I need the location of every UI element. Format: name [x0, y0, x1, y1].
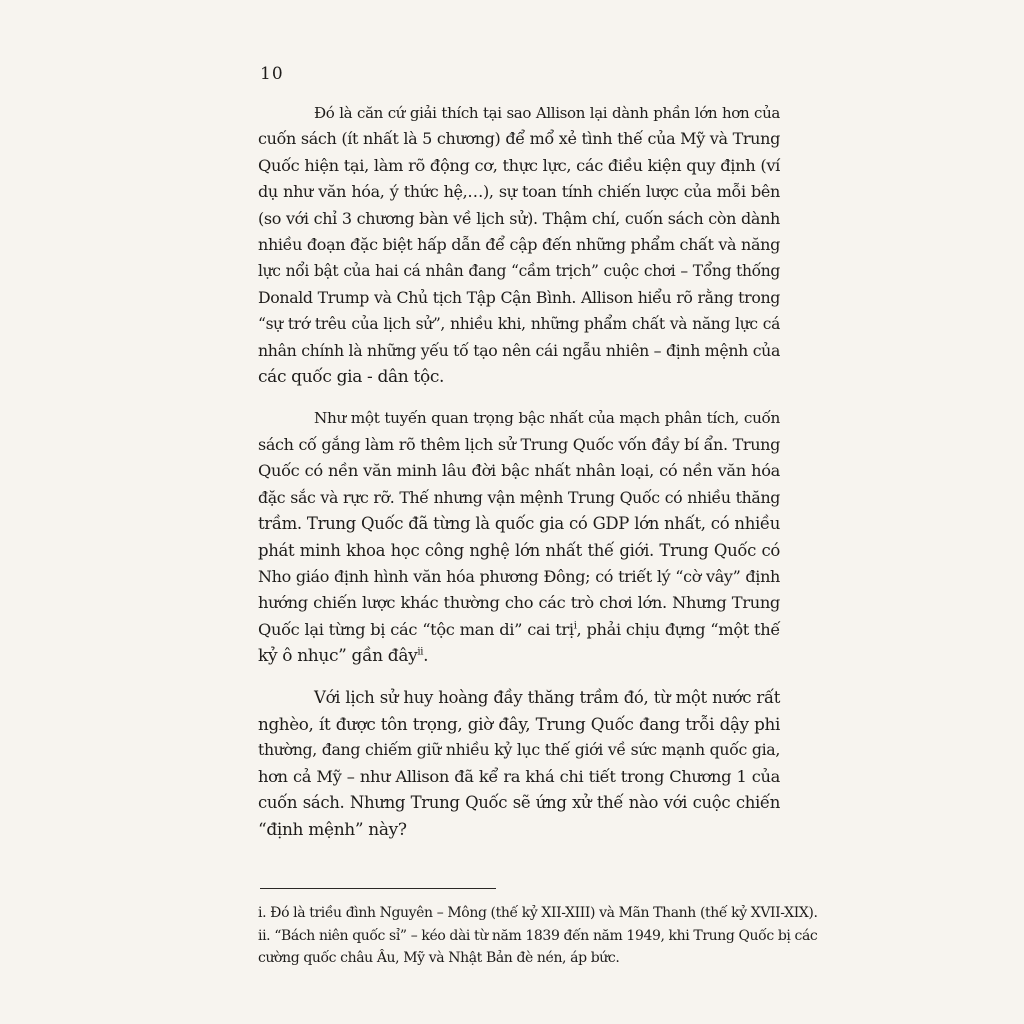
- text-line: cuốn sách. Nhưng Trung Quốc sẽ ứng xử thế nào với cuộc chiến: [258, 793, 780, 813]
- text-line: trầm. Trung Quốc đã từng là quốc gia có GDP lớn nhất, có nhiều: [258, 514, 780, 534]
- text-segment: .: [423, 646, 429, 667]
- footnotes: [258, 902, 818, 970]
- text-line: nhiều đoạn đặc biệt hấp dẫn để cập đến những phẩm chất và năng: [258, 235, 780, 255]
- text-segment: Quốc lại từng bị các “tộc man di” cai trị: [258, 619, 574, 639]
- text-line: Như một tuyến quan trọng bậc nhất của mạch phân tích, cuốn: [314, 409, 780, 428]
- footnote-ref-i: i: [573, 620, 577, 632]
- text-segment: kỷ ô nhục” gần đây: [258, 646, 418, 667]
- text-line: “định mệnh” này?: [258, 819, 407, 840]
- text-line-with-footnote: [258, 643, 780, 669]
- text-line: Quốc hiện tại, làm rõ động cơ, thực lực, các điều kiện quy định (ví: [258, 155, 780, 175]
- text-line: Nho giáo định hình văn hóa phương Đông; có triết lý “cờ vây” định: [258, 566, 780, 586]
- body-text: [258, 100, 780, 858]
- footnote-ref-ii: ii: [417, 646, 424, 658]
- text-line: Quốc có nền văn minh lâu đời bậc nhất nhân loại, có nền văn hóa: [258, 461, 780, 481]
- text-line-with-footnote: [258, 617, 780, 643]
- footnote-ii: ii. “Bách niên quốc sỉ” – kéo dài từ năm 1839 đến năm 1949, khi Trung Quốc bị các: [258, 927, 818, 944]
- text-line: “sự trớ trêu của lịch sử”, nhiều khi, những phẩm chất và năng lực cá: [258, 315, 780, 334]
- paragraph-2: [258, 405, 780, 669]
- text-line: đặc sắc và rực rỡ. Thế nhưng vận mệnh Trung Quốc có nhiều thăng: [258, 487, 780, 507]
- text-line: Với lịch sử huy hoàng đầy thăng trầm đó, từ một nước rất: [314, 687, 780, 707]
- footnote-divider: [260, 888, 496, 889]
- text-line: (so với chỉ 3 chương bàn về lịch sử). Thậm chí, cuốn sách còn dành: [258, 208, 780, 228]
- text-line: cuốn sách (ít nhất là 5 chương) để mổ xẻ tình thế của Mỹ và Trung: [258, 129, 780, 149]
- text-line: nhân chính là những yếu tố tạo nên cái ngẫu nhiên – định mệnh của: [258, 340, 780, 360]
- paragraph-1: [258, 100, 780, 390]
- text-line: lực nổi bật của hai cá nhân đang “cầm trịch” cuộc chơi – Tổng thống: [258, 262, 780, 281]
- text-line: dụ như văn hóa, ý thức hệ,…), sự toan tính chiến lược của mỗi bên: [258, 182, 780, 202]
- text-line: hơn cả Mỹ – như Allison đã kể ra khá chi tiết trong Chương 1 của: [258, 766, 780, 786]
- text-line: thường, đang chiếm giữ nhiều kỷ lục thế giới về sức mạnh quốc gia,: [258, 740, 780, 760]
- text-segment: , phải chịu đựng “một thế: [576, 619, 780, 639]
- paragraph-3: [258, 685, 780, 843]
- text-line: nghèo, ít được tôn trọng, giờ đây, Trung Quốc đang trỗi dậy phi: [258, 713, 780, 734]
- text-line: hướng chiến lược khác thường cho các trò chơi lớn. Nhưng Trung: [258, 593, 780, 613]
- text-line: sách cố gắng làm rõ thêm lịch sử Trung Quốc vốn đầy bí ẩn. Trung: [258, 434, 780, 454]
- text-line: Donald Trump và Chủ tịch Tập Cận Bình. Allison hiểu rõ rằng trong: [258, 287, 780, 307]
- footnote-i: i. Đó là triều đình Nguyên – Mông (thế kỷ XII-XIII) và Mãn Thanh (thế kỷ XVII-XIX).: [258, 905, 818, 921]
- page-number: 10: [260, 64, 284, 84]
- text-line: Đó là căn cứ giải thích tại sao Allison lại dành phần lớn hơn của: [314, 104, 780, 122]
- footnote-ii-continued: cường quốc châu Âu, Mỹ và Nhật Bản đè nén, áp bức.: [258, 950, 620, 966]
- text-line: các quốc gia - dân tộc.: [258, 367, 445, 388]
- text-line: phát minh khoa học công nghệ lớn nhất thế giới. Trung Quốc có: [258, 540, 780, 560]
